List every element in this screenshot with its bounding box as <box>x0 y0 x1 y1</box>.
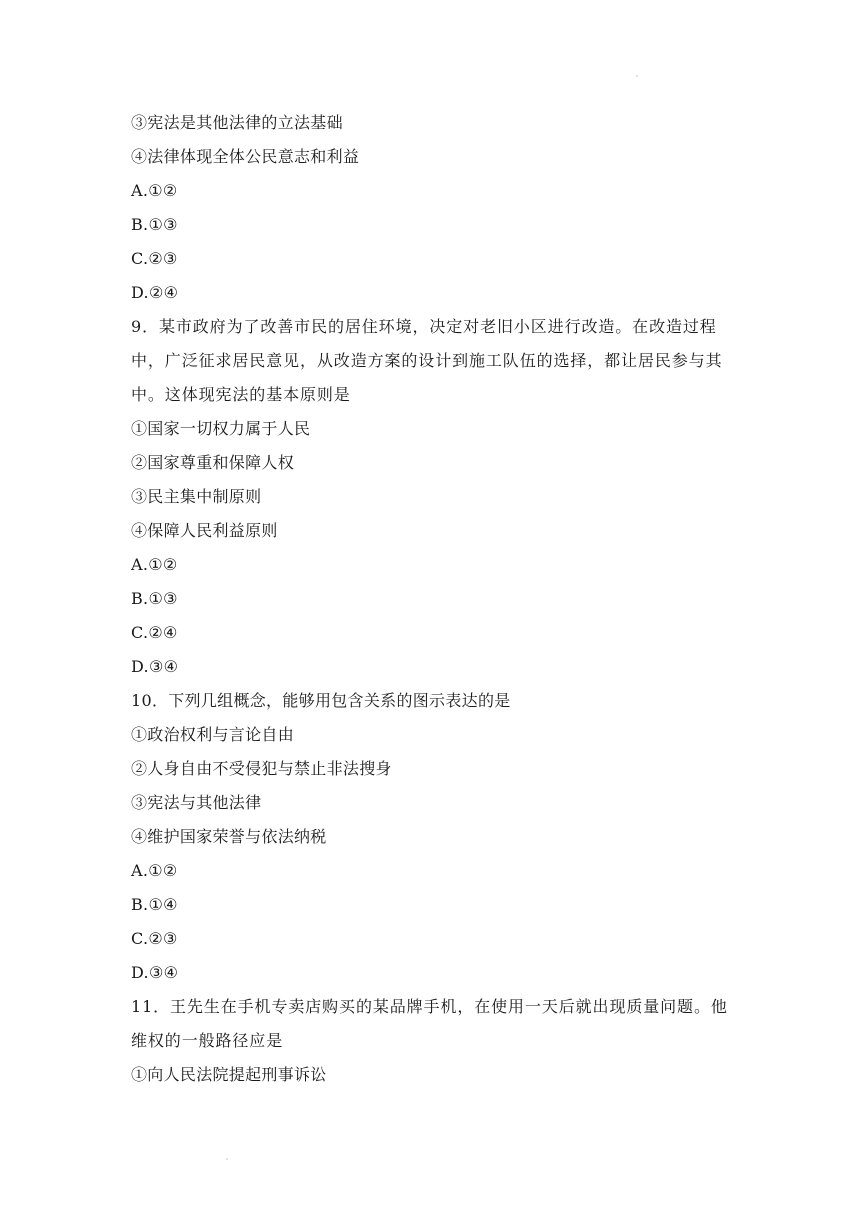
option-c: C.②③ <box>131 249 178 268</box>
question-stem-line: 中，广泛征求居民意见，从改造方案的设计到施工队伍的选择，都让居民参与其 <box>131 351 723 370</box>
question-9-stem <box>131 310 741 412</box>
statement-2: ②人身自由不受侵犯与禁止非法搜身 <box>131 759 392 778</box>
option-b: B.①③ <box>131 215 178 234</box>
question-stem-line: 9．某市政府为了改善市民的居住环境，决定对老旧小区进行改造。在改造过程 <box>131 317 717 336</box>
option-a: A.①② <box>131 181 178 200</box>
statement-1: ①向人民法院提起刑事诉讼 <box>131 1065 327 1084</box>
document-body <box>131 106 741 1092</box>
option-d: D.③④ <box>131 657 179 676</box>
statement-4: ④法律体现全体公民意志和利益 <box>131 147 360 166</box>
statement-3: ③宪法是其他法律的立法基础 <box>131 113 343 132</box>
option-a: A.①② <box>131 555 178 574</box>
statement-1: ①政治权利与言论自由 <box>131 725 295 744</box>
statement-3: ③民主集中制原则 <box>131 487 262 506</box>
question-10-stem: 10．下列几组概念，能够用包含关系的图示表达的是 <box>131 691 511 710</box>
scan-mark <box>226 1158 228 1160</box>
question-stem-line: 中。这体现宪法的基本原则是 <box>131 385 351 404</box>
option-d: D.③④ <box>131 963 179 982</box>
statement-4: ④保障人民利益原则 <box>131 521 278 540</box>
option-b: B.①④ <box>131 895 178 914</box>
question-8-continued <box>131 106 741 310</box>
question-stem-line: 维权的一般路径应是 <box>131 1031 284 1050</box>
question-11 <box>131 990 741 1092</box>
option-c: C.②③ <box>131 929 178 948</box>
statement-4: ④维护国家荣誉与依法纳税 <box>131 827 327 846</box>
question-11-stem <box>131 990 741 1058</box>
statement-1: ①国家一切权力属于人民 <box>131 419 311 438</box>
option-b: B.①③ <box>131 589 178 608</box>
question-stem-line: 11．王先生在手机专卖店购买的某品牌手机，在使用一天后就出现质量问题。他 <box>131 997 728 1016</box>
statement-2: ②国家尊重和保障人权 <box>131 453 295 472</box>
option-d: D.②④ <box>131 283 179 302</box>
question-9 <box>131 310 741 684</box>
question-10 <box>131 684 741 990</box>
scan-mark <box>636 75 638 77</box>
option-a: A.①② <box>131 861 178 880</box>
option-c: C.②④ <box>131 623 178 642</box>
statement-3: ③宪法与其他法律 <box>131 793 262 812</box>
